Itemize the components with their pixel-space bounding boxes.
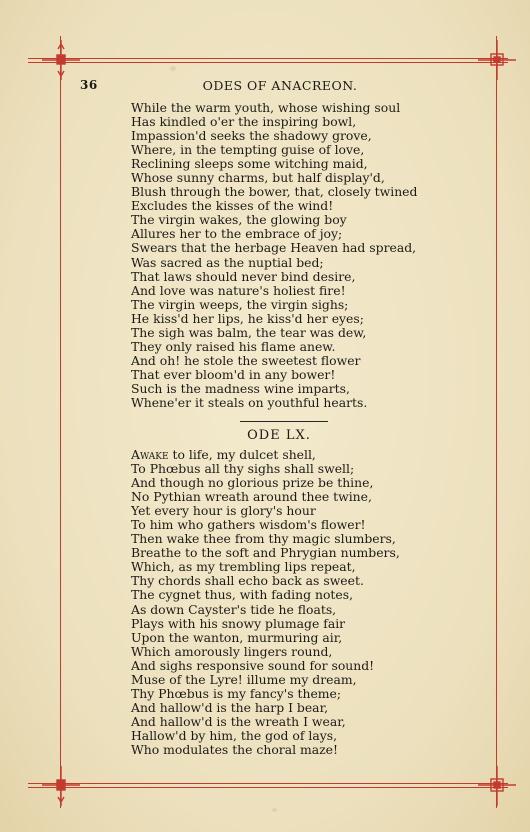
poem-line: Thy chords shall echo back as sweet. — [131, 573, 364, 589]
running-head: ODES OF ANACREON. — [202, 78, 358, 93]
poem-line: While the warm youth, whose wishing soul — [131, 100, 401, 115]
corner-ornament-icon — [476, 38, 518, 82]
poem-line: Yet every hour is glory's hour — [131, 503, 316, 519]
paper-stain — [272, 808, 277, 812]
corner-ornament-icon — [40, 764, 82, 808]
paper-stain — [170, 66, 176, 71]
poem-line: Where, in the tempting guise of love, — [131, 142, 365, 158]
poem-line: Who modulates the choral maze! — [131, 741, 338, 757]
poem-line: The virgin wakes, the glowing boy — [131, 212, 347, 228]
poem-line: Allures her to the embrace of joy; — [131, 226, 343, 242]
poem-line: They only raised his flame anew. — [131, 338, 336, 354]
poem-line: He kiss'd her lips, he kiss'd her eyes; — [131, 310, 364, 326]
border-top-rule — [28, 58, 508, 59]
border-bottom-rule — [28, 783, 508, 784]
poem-line: Upon the wanton, murmuring air, — [131, 629, 343, 645]
poem-line: To him who gathers wisdom's flower! — [131, 517, 366, 533]
poem-line: Which, as my trembling lips repeat, — [131, 559, 356, 575]
poem-line: And oh! he stole the sweetest flower — [131, 352, 361, 368]
poem-line: And sighs responsive sound for sound! — [131, 657, 375, 673]
poem-stanza-top — [131, 101, 417, 410]
poem-line: Excludes the kisses of the wind! — [131, 198, 334, 214]
poem-line: That laws should never bind desire, — [131, 268, 356, 284]
poem-line: And love was nature's holiest fire! — [131, 282, 346, 298]
poem-line: Breathe to the soft and Phrygian numbers, — [131, 545, 400, 561]
poem-line: Blush through the bower, that, closely twined — [131, 184, 418, 200]
poem-line: Then wake thee from thy magic slumbers, — [131, 531, 396, 547]
poem-line: No Pythian wreath around thee twine, — [131, 489, 372, 505]
poem-line: Plays with his snowy plumage fair — [131, 615, 346, 631]
poem-line: And hallow'd is the harp I bear, — [131, 699, 329, 715]
ode-title: ODE LX. — [247, 428, 311, 443]
corner-ornament-icon — [476, 764, 518, 808]
border-right-rule — [496, 36, 497, 808]
corner-ornament-icon — [40, 38, 82, 82]
poem-line: And hallow'd is the wreath I wear, — [131, 713, 346, 729]
section-divider — [240, 421, 328, 422]
drop-word: Awake — [131, 447, 169, 462]
poem-line: Such is the madness wine imparts, — [131, 380, 350, 396]
poem-line: The cygnet thus, with fading notes, — [131, 587, 354, 603]
page-number: 36 — [80, 78, 98, 92]
poem-line: Reclining sleeps some witching maid, — [131, 156, 368, 172]
first-line-text: to life, my dulcet shell, — [168, 447, 316, 462]
poem-line: Was sacred as the nuptial bed; — [131, 254, 324, 270]
border-bottom-rule-inner — [28, 787, 508, 788]
poem-stanza-ode — [131, 448, 400, 757]
poem-line: Whene'er it steals on youthful hearts. — [131, 394, 368, 410]
poem-line: The sigh was balm, the tear was dew, — [131, 324, 367, 340]
poem-line: Whose sunny charms, but half display'd, — [131, 170, 385, 186]
poem-line: Thy Phœbus is my fancy's theme; — [131, 685, 342, 701]
poem-line: Which amorously lingers round, — [131, 643, 333, 659]
poem-line: That ever bloom'd in any bower! — [131, 366, 336, 382]
poem-line: The virgin weeps, the virgin sighs; — [131, 296, 349, 312]
poem-line: To Phœbus all thy sighs shall swell; — [131, 461, 355, 477]
border-top-rule-inner — [28, 62, 508, 63]
poem-line: Impassion'd seeks the shadowy grove, — [131, 128, 372, 144]
poem-line: Muse of the Lyre! illume my dream, — [131, 671, 357, 687]
poem-line: As down Cayster's tide he floats, — [131, 601, 337, 617]
poem-line — [131, 448, 400, 462]
poem-line: Hallow'd by him, the god of lays, — [131, 727, 338, 743]
border-left-rule — [60, 36, 61, 808]
poem-line: Has kindled o'er the inspiring bowl, — [131, 114, 357, 130]
poem-line: And though no glorious prize be thine, — [131, 475, 374, 491]
poem-line: Swears that the herbage Heaven had spread, — [131, 240, 417, 256]
